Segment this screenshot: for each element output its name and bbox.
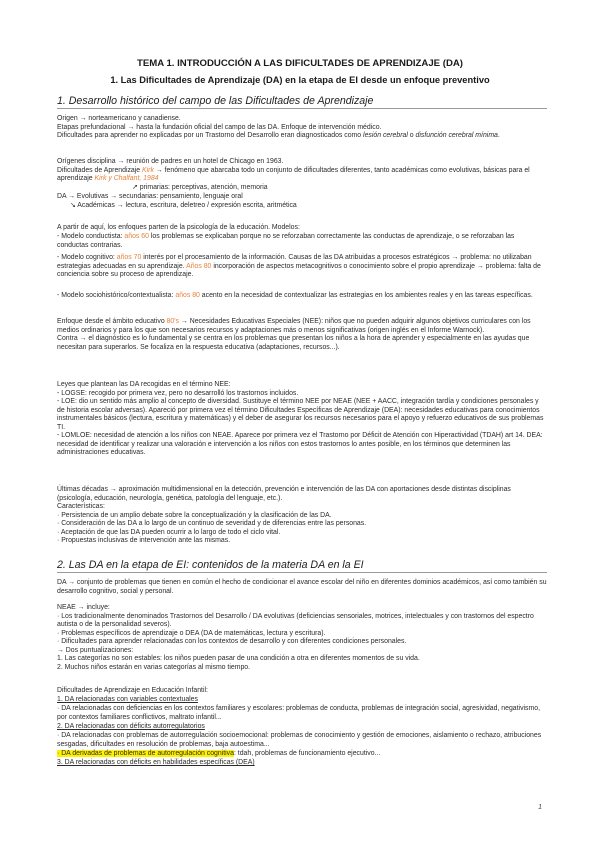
- primarias-line: ↗ primarias: perceptivas, atención, memoria: [132, 184, 268, 191]
- document-subtitle: 1. Las Dificultades de Aprendizaje (DA) en la etapa de EI desde un enfoque preventivo: [110, 75, 490, 85]
- dai-item-1: 1. DA relacionadas con variables contextuales: [57, 696, 198, 703]
- dai-item-2b: · DA derivadas de problemas de autorregulación cognitiva: tdah, problemas de funcionamiento ejecutivo...: [57, 750, 381, 757]
- modelo-sociohistorico: - Modelo sociohistórico/contextualista: años 80 acento en la necesidad de contextualizar las estrategias en los ambientes reales y en las tareas específicas.: [57, 292, 533, 299]
- modelo-cognitivo: - Modelo cognitivo: años 70 interés por el procesamiento de la información. Causas de las DA atribuidas a procesos estratégicos → problema: no utilizaban estrategias adecuadas en su aprendizaje. Años 80 incorporación de aspectos metacognitivos o conocimiento sobre el propio aprendizaje → problema: falta de conciencia sobre su proceso de aprendizaje.: [57, 254, 541, 279]
- section-1-heading: 1. Desarrollo histórico del campo de las Dificultades de Aprendizaje: [57, 95, 547, 109]
- ultimas-decadas-paragraph: Últimas décadas → aproximación multidimensional en la detección, prevención e intervención de las DA con aportaciones desde distintas disciplinas (psicología, educación, neurología, genética, patología del lenguaje, etc.). Características: · Persistencia de un amplio debate sobre la conceptualización y la clasificación de las DA. · Consideración de las DA a lo largo de un continuo de severidad y de diferencias entre las personas. · Aceptación de que las DA pueden ocurrir a lo largo de todo el ciclo vital. · Propuestas inclusivas de intervención ante las mismas.: [57, 486, 511, 545]
- neae-paragraph: NEAE → incluye: · Los tradicionalmente denominados Trastornos del Desarrollo / DA evolutivas (deficiencias sensoriales, motrices, intelectuales y con trastornos del espectro autista o de la personalidad severos). · Problemas específicos de aprendizaje o DEA (DA de matemáticas, lectura y escritura). · Dificultades para aprender relacionadas con los contextos de desarrollo y con diferentes condiciones personales. → Dos puntualizaciones: 1. Las categorías no son estables: los niños pueden pasar de una condición a otra en diferentes momentos de su vida. 2. Muchos niños estarán en varias categorías al mismo tiempo.: [57, 604, 534, 671]
- leyes-paragraph: Leyes que plantean las DA recogidas en el término NEE: - LOGSE: recogido por primera vez, pero no desarrolló los trastornos incluidos. - LOE: dio un sentido más amplio al concepto de diversidad. Sustituye el término NEE por NEAE (NEE + AACC, integración tardía y condiciones personales y de historia escolar adversas). Apareció por primera vez el término Dificultades Específicas de Aprendizaje (DEA): necesidades educativas para conocimientos instrumentales básicos (lectura, escritura y matemáticas) y el deber de asegurar los recursos necesarios para el apoyo y refuerzo educativos de sus problemas TI. - LOMLOE: necesidad de atención a los niños con NEAE. Aparece por primera vez el Trastorno por Déficit de Atención con Hiperactividad (TDAH) art 14. DEA: necesidad de identificar y realizar una valoración e intervención a los niños con estos trastornos lo antes posible, en los términos que determinen las administraciones educativas.: [57, 381, 544, 457]
- evolutivas-line: DA → Evolutivas → secundarias: pensamiento, lenguaje oral: [57, 193, 243, 200]
- modelos-intro: A partir de aquí, los enfoques parten de la psicología de la educación. Modelos:: [57, 224, 300, 231]
- dai-item-1a: · DA relacionadas con deficiencias en los contextos familiares y escolares: problemas de conducta, problemas de integración social, agresividad, negativismo, por contextos familiares conflictivos, maltrato infantil...: [57, 705, 540, 721]
- academicas-line: ↘ Académicas → lectura, escritura, deletreo / expresión escrita, aritmética: [70, 202, 297, 209]
- document-title: TEMA 1. INTRODUCCIÓN A LAS DIFICULTADES DE APRENDIZAJE (DA): [136, 58, 463, 69]
- origen-paragraph: Origen → norteamericano y canadiense. Etapas prefundacional → hasta la fundación oficial del campo de las DA. Enfoque de intervención médico. Dificultades para aprender no explicadas por un Trastorno del Desarrollo eran diagnosticados como lesión cerebral o disfunción cerebral mínima.: [57, 115, 500, 140]
- dai-item-2a: · DA relacionadas con problemas de autorregulación socioemocional: problemas de conocimiento y gestión de emociones, aislamiento o rechazo, atribuciones sesgadas, dificultades en resolución de problemas, baja autoestima...: [57, 732, 542, 748]
- page-number: 1: [538, 804, 542, 811]
- disciplina-paragraph: Orígenes disciplina → reunión de padres en un hotel de Chicago en 1963. Dificultades de Aprendizaje Kirk → fenómeno que abarcaba todo un conjunto de dificultades diferentes, tanto académicas como evolutivas, básicas para el aprendizaje Kirk y Chalfant, 1984: [57, 158, 530, 183]
- modelo-conductista: - Modelo conductista: años 60 los problemas se explicaban porque no se reforzaban correctamente las conductas de aprendizaje, o se reforzaban las conductas contrarias.: [57, 233, 515, 249]
- dai-item-3: 3. DA relacionadas con déficits en habilidades específicas (DEA): [57, 759, 255, 766]
- dai-intro: Dificultades de Aprendizaje en Educación Infantil:: [57, 687, 208, 694]
- enfoque-educativo-paragraph: Enfoque desde el ámbito educativo 80's → Necesidades Educativas Especiales (NEE): niños que no pueden adquirir algunos objetivos curriculares con los medios ordinarios y para los que son necesarios recursos y adaptaciones más o menos significativas (origen inglés en el Informe Warnock). Contra → el diagnóstico es lo fundamental y se centra en los problemas que presentan los niños a la hora de aprender y especialmente en las ayudas que necesitan para superarlos. Se focaliza en la respuesta educativa (adaptaciones, recursos...).: [57, 318, 531, 351]
- section-2-heading: 2. Las DA en la etapa de EI: contenidos de la materia DA en la EI: [57, 559, 547, 573]
- dai-item-2: 2. DA relacionadas con déficits autorregulatorios: [57, 723, 205, 730]
- da-definition: DA → conjunto de problemas que tienen en común el hecho de condicionar el avance escolar del niño en diferentes dominios académicos, así como también su desarrollo cognitivo, social y personal.: [57, 579, 547, 595]
